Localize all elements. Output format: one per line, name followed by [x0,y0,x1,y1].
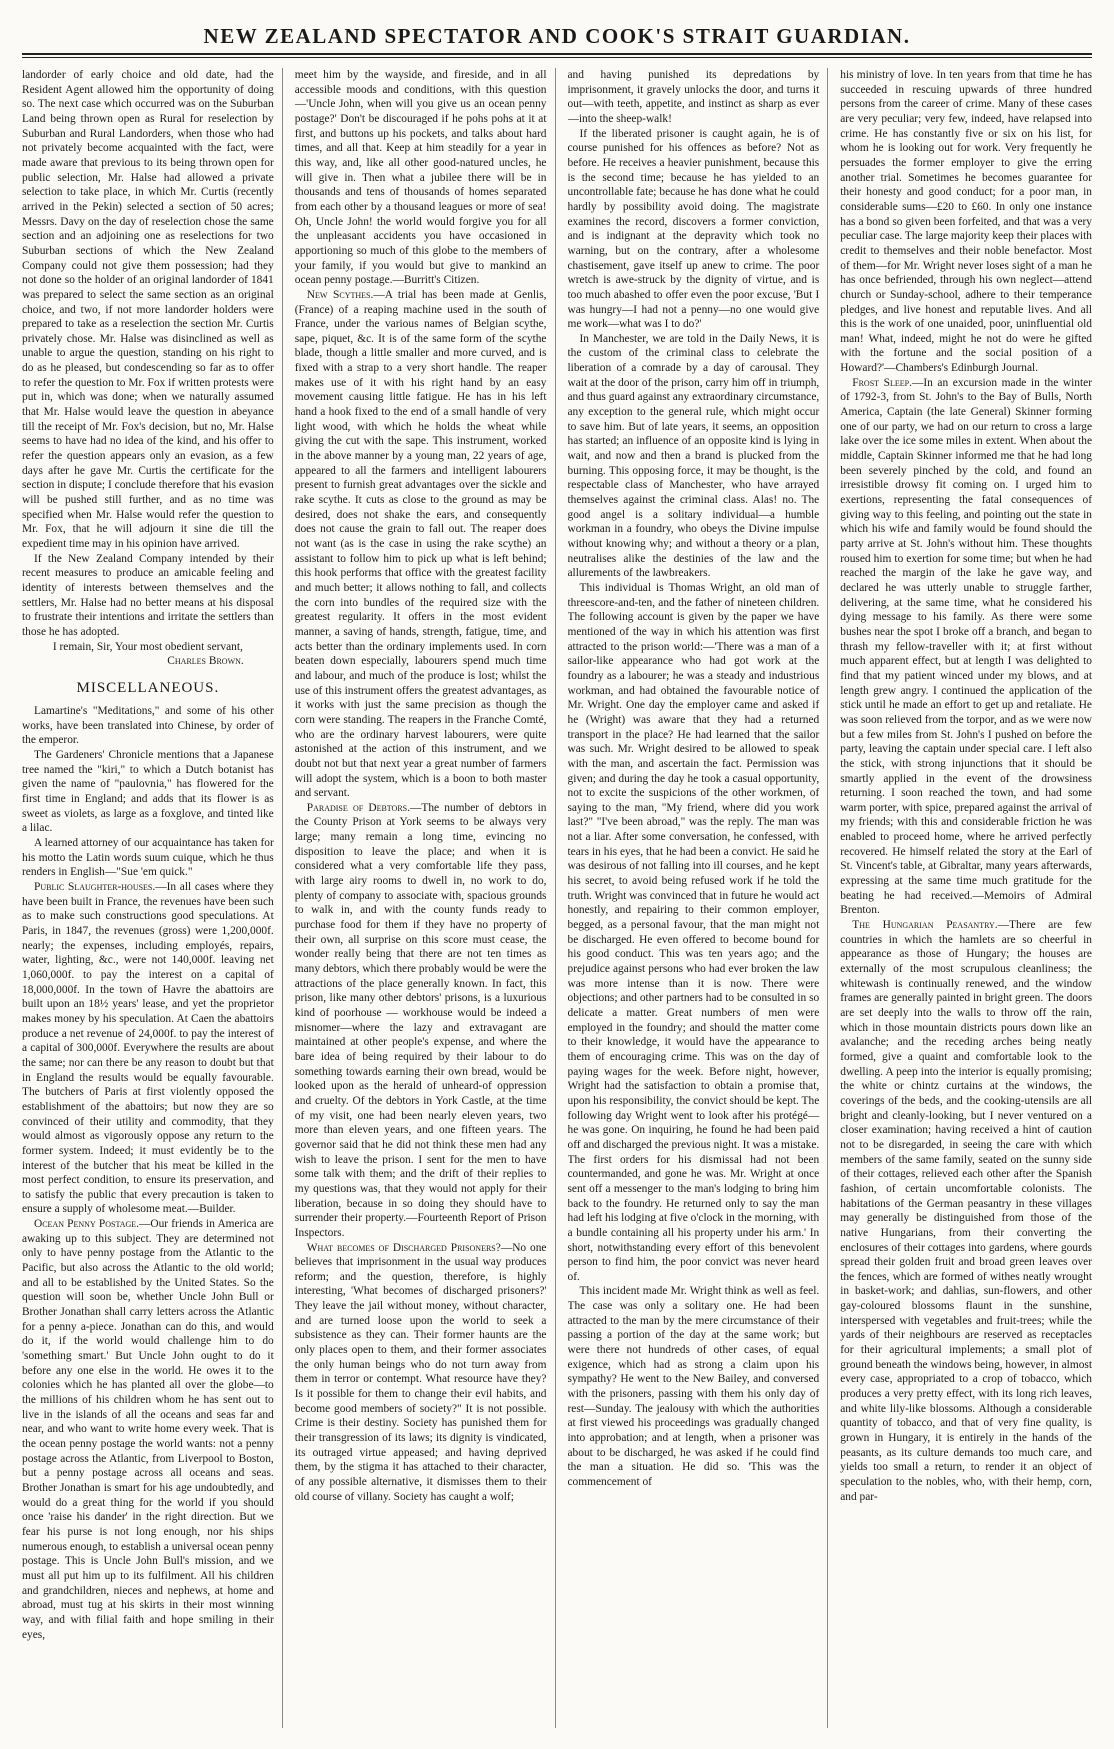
article-paragraph: and having punished its depredations by imprisonment, it gravely unlocks the door, and turns it out—with teeth, appetite, and instinct as sharp as ever—into the sheep-walk! [567,69,820,125]
article-paragraph [295,801,547,1241]
article-paragraph: A learned attorney of our acquaintance has taken for his motto the Latin words suum cuique, which he thus renders in English—"Sue 'em quick." [22,837,274,879]
column-2 [295,68,556,1728]
article-paragraph: The Gardeners' Chronicle mentions that a Japanese tree named the "kiri," to which a Dutch botanist has given the name of "paulovnia," has flowered for the first time in England; and adds that its flower is as sweet as violets, as large as a foxglove, and tinted like a lilac. [22,749,274,835]
article-body: —In an excursion made in the winter of 1792-3, from St. John's to the Bay of Bulls, North America, Captain (the late General) Skinner forming one of our party, we had on our return to cross a large lake over the ice some miles in extent. When about the middle, Captain Skinner informed me that he had long been severely pinched by the cold, and found an irresistible drowsy fit coming on. I urged him to exertions, representing the fatal consequences of giving way to this feeling, and pointing out the state in which his wife and family would be found should the party arrive at St. John's without him. These thoughts roused him to exertion for some time; but when he had reached the margin of the lake he gave way, and declared he was utterly unable to struggle farther, delivering, at the same time, what he considered his dying message to his family. As there were some bushes near the spot I broke off a branch, and began to thrash my fellow-traveller with it; at first without much apparent effect, but at length I was delighted to find that my patient winced under my blows, and at length grew angry. I continued the application of the stick until he made an effort to get up and retaliate. He was soon relieved from the torpor, and as we were now but a few miles from St. John's I pushed on before the party, leaving the captain under special care. I left also the stick, with strong injunctions that it should be smartly applied in the event of the drowsiness returning. I soon reached the town, and had some warm porter, with spice, prepared against the arrival of my friends; with this and considerable friction he was enabled to proceed home, where he arrived perfectly recovered. He himself related the story at the Earl of St. Vincent's table, at Gibraltar, many years afterwards, expressing at the same time much gratitude for the beating he had received.—Memoirs of Admiral Brenton. [840,376,1092,917]
article-paragraph: Lamartine's "Meditations," and some of his other works, have been translated into Chinese, by order of the emperor. [22,705,274,747]
letter-paragraph: landorder of early choice and old date, had the Resident Agent allowed him the opportunity of doing so. The next case which occurred was on the Suburban Land being thrown open as Rural for reselection by Suburban and Rural Landorders, when those who had not privately become acquainted with the fact, were made aware that previous to its being thrown open for public selection, Mr. Halse had allowed a private selection to take place, in which Mr. Curtis (recently arrived in the Pekin) selected a section of 50 acres; Messrs. Davy on the day of reselection chose the same section and an adjoining one as reselections for two Suburban sections of which the New Zealand Company could not give them possession; had they not done so the holder of an original landorder of 1841 was prepared to select the same section as an original choice, and two, if not more landorder holders were prepared to take as a reselection the section Mr. Curtis privately chose. Mr. Halse was disinclined as well as unable to argue the question, standing on his right to do as he pleased, but condescending so far as to offer to refer the question to Mr. Fox if written protests were put in, which was done; when we naturally assumed that Mr. Halse would leave the question in abeyance till the receipt of Mr. Fox's decision, but no, Mr. Halse seems to have had no idea of the kind, and his offer to refer the question appears only an evasion, as a few days after he gave Mr. Curtis the certificate for the section in dispute; I conclude therefore that his evasion will be pushed still further, and as no time was specified when Mr. Halse would refer the question to Mr. Fox, that he will adjourn it sine die till the expedient time may in his opinion have arrived. [22,69,274,550]
article-body: —A trial has been made at Genlis, (France) of a reaping machine used in the south of France, under the various names of Belgian scythe, sape, piquet, &c. It is of the same form of the scythe blade, though a little smaller and more curved, and is fixed with a strap to a very short handle. The reaper makes use of it with his right hand by an easy movement causing little fatigue. He has in his left hand a hook fixed to the end of a small handle of very light wood, with which he holds the wheat while giving the cut with the sape. This instrument, worked in the above manner by a young man, 22 years of age, appeared to all the farmers and intelligent labourers present to furnish great advantages over the sickle and rake scythe. It cuts as close to the ground as may be desired, does not shake the ears, and consequently does not cause the grain to fall out. The reaper does not want (as is the case in using the rake scythe) an assistant to follow him to pick up what is left behind; this hook performs that office with the greatest facility and much better; it allows nothing to fall, and collects the corn into bundles of the required size with the greatest regularity. It offers in the most evident manner, a saving of hands, strength, fatigue, time, and acts better than the ordinary implements used. In corn beaten down especially, labourers spend much time and labour, and much of the produce is lost; whilst the use of this instrument offers the greatest advantages, as it works with just the same precision as though the corn were standing. The reapers in the Franche Comté, who are the ordinary harvest labourers, were quite astonished at the action of this instrument, and we doubt not but that next year a great number of farmers will adopt the system, which is a boon to both master and servant. [294,288,547,800]
column-4 [840,68,1092,1728]
article-heading: Paradise of Debtors. [306,801,410,814]
article-paragraph [295,288,547,801]
article-paragraph: This incident made Mr. Wright think as well as feel. The case was only a solitary one. He had been attracted to the man by the mere circumstance of their passing a portion of the day at the same work; but were there not hundreds of other cases, of equal exigence, which had as strong a claim upon his sympathy? He went to the New Bailey, and conversed with the prisoners, passing with them his only day of rest—Sunday. The jealousy with which the authorities at first viewed his proceedings was gradually changed into approbation; and at length, when a prisoner was about to be discharged, he was asked if he could find the man a situation. He did so. 'This was the commencement of [567,1285,820,1488]
article-heading: Public Slaughter-houses. [34,881,156,894]
article-paragraph: If the liberated prisoner is caught again, he is of course punished for his offences as before? Not as before. He receives a heavier punishment, because this is the second time; because he has yielded to an uncontrollable fate; because he has done what he could hardly by possibility avoid doing. The magistrate examines the record, discovers a former conviction, and is indignant at the depravity which took no warning, but on the contrary, after a wholesome chastisement, gave itself up anew to crime. The poor wretch is awe-struck by the dignity of virtue, and is too much abashed to offer even the poor excuse, 'But I was hungry—I had not a penny—no one would give me work—what was I to do?' [567,127,820,331]
letter-signature: Charles Brown. [167,655,244,668]
article-paragraph: his ministry of love. In ten years from that time he has succeeded in rescuing upwards of three hundred persons from the career of crime. Many of these cases are very peculiar; very few, indeed, have relapsed into crime. He has constantly five or six on his list, for whom he is looking out for work. Very frequently he persuades the former employer to give the erring another trial. Sometimes he becomes guarantee for their honesty and good conduct; for a poor man, in considerable sums—£20 to £60. In only one instance has a bond so given been forfeited, and that was a very peculiar case. The large majority keep their places with credit to themselves and their noble benefactor. Most of them—for Mr. Wright never loses sight of a man he has once befriended, through his own neglect—attend church or Sunday-school, adhere to their temperance pledges, and live honest and reputable lives. And all this is the work of one unaided, poor, uninfluential old man! What, indeed, might he not do were he gifted with the fortune and the social position of a Howard?'—Chambers's Edinburgh Journal. [840,69,1092,375]
article-paragraph: In Manchester, we are told in the Daily News, it is the custom of the criminal class to celebrate the liberation of a comrade by a day of carousal. They wait at the door of the prison, carry him off in triumph, and thus guard against any extraordinary circumstance, any exception to the general rule, which might occur to save him. But of late years, it seems, an opposition has started; an influence of an opposite kind is lying in wait, and now and then a brand is plucked from the burning. This opposing force, it may be thought, is the respectable class of Manchester, who have arrayed themselves against the criminal class. Alas! no. The good angel is a solitary individual—a humble workman in a foundry, who obeys the Divine impulse without knowing why; and without a theory or a plan, neutralises alike the destinies of the law and the allurements of the lawbreakers. [567,332,820,580]
article-body: —There are few countries in which the hamlets are so cheerful in appearance as those of Hungary; the houses are externally of the most scrupulous cleanliness; the whitewash is continually renewed, and the window frames are generally painted in bright green. The doors are set deeply into the walls to throw off the rain, which in those mountain districts pours down like an avalanche; and the receding arches being neatly formed, give a quaint and comfortable look to the dwelling. A peep into the interior is equally promising; the white or chintz curtains at the windows, the coverings of the beds, and the cooking-utensils are all bright and cleanly-looking, but I never ventured on a closer examination; having received a hint of caution not to be disregarded, in seeing the care with which members of the same family, seated on the sunny side of their cottages, relieved each other after the Spanish fashion, of certain uncomfortable colonists. The habitations of the German peasantry in these villages may generally be distinguished from those of the native Hungarians, from their converting the enclosures of their cottages into gardens, where gourds spread their golden fruit and broad green leaves over the fences, which are formed of withes neatly wrought in basket-work; and dahlias, sun-flowers, and other gay-coloured blossoms flaunt in the sunshine, interspersed with vegetables and fruit-trees; while the yards of their neighbours are reserved as receptacles for their agricultural implements; a small plot of ground beneath the windows being, however, in almost every case, appropriated to a crop of tobacco, which produces a very pretty effect, with its long rich leaves, and white lily-like blossoms. Although a considerable quantity of tobacco, and that of very fine quality, is grown in Hungary, it is entirely in the hands of the peasants, as its culture demands too much care, and yields too small a return, to render it an object of speculation to the nobles, who, with their hemp, corn, and par- [840,919,1092,1503]
masthead-rule [22,53,1092,58]
article-heading: What becomes of Discharged Prisoners? [306,1241,501,1254]
article-heading: New Scythes. [306,288,374,301]
letter-paragraph: If the New Zealand Company intended by their recent measures to produce an amicable feeling and identity of interests between themselves and the settlers, Mr. Halse had no better means at his disposal to frustrate their intentions and irritate the settlers than those he has adopted. [22,552,274,638]
columns [22,68,1092,1728]
article-body: —The number of debtors in the County Prison at York seems to be always very large; many remain a long time, evincing no disposition to leave the place; and when it is considered what a very comfortable life they pass, with large airy rooms to dwell in, no work to do, plenty of company to associate with, spacious grounds to walk in, and with the county funds ready to purchase food for them if they have no property of their own, all surprise on this score must cease, the wonder really being that there are not ten times as many debtors, which there probably would be were the attractions of the place generally known. In fact, this prison, like many other debtors' prisons, is a luxurious kind of poorhouse — workhouse would be indeed a misnomer—where the lazy and extravagant are maintained at other people's expense, and where the bare idea of being required by their labour to do something towards earning their own bread, would be looked upon as the herald of unheard-of oppression and cruelty. Of the debtors in York Castle, at the time of my visit, one had been nearly eleven years, two more than eleven years, and one fifteen years. The governor said that he did not think these men had any wish to leave the prison. I sent for the men to have some talk with them; and the drift of their replies to my questions was, that they would not apply for their liberation, because in so doing they should have to surrender their property.—Fourteenth Report of Prison Inspectors. [294,801,547,1239]
article-paragraph [840,376,1092,918]
article-paragraph [22,1217,274,1642]
article-heading: Frost Sleep. [852,376,912,389]
article-paragraph: meet him by the wayside, and fireside, and in all accessible moods and conditions, with this question—'Uncle John, when will you give us an ocean penny postage?' Don't be discouraged if he pohs pohs at it at first, and buttons up his pockets, and talks about hard times, and all that. Keep at him steadily for a year in this way, and, like all other good-natured uncles, he will give in. Then what a jubilee there will be in thousands and tens of thousands of homes separated from each other by a thousand leagues or more of sea! Oh, Uncle John! the world would forgive you for all the unpleasant accidents you have occasioned in apportioning so much of this globe to the members of your family, if you would but give to mankind an ocean penny postage.—Burritt's Citizen. [294,69,547,287]
column-3 [568,68,829,1728]
column-1 [22,68,283,1728]
article-paragraph: This individual is Thomas Wright, an old man of threescore-and-ten, and the father of nineteen children. The following account is given by the paper we have mentioned of the way in which his attention was first attracted to the prison world:—'There was a man of a sailor-like appearance who had got work at the foundry as a labourer; he was a steady and industrious workman, and had obtained the favourable notice of Mr. Wright. One day the employer came and asked if he (Wright) was aware that they had a returned transport in the place? He had learned that the sailor was such. Mr. Wright desired to be allowed to speak with the man, and ascertain the fact. Permission was given; and during the day he took a casual opportunity, not to excite the suspicions of the other workmen, of saying to the man, "My friend, where did you work last?" "I've been abroad," was the reply. The man was not a liar. After some conversation, he confessed, with tears in his eyes, that he had been a convict. He said he was desirous of not falling into ill courses, and he kept his secret, to avoid being refused work if he told the truth. Wright was convinced that in future he would act honestly, and repairing to their common employer, begged, as a personal favour, that the man might not be discharged. He even offered to become bound for his good conduct. This was ten years ago; and the prejudice against persons who had ever broken the law was more intense than it is now. There were objections; and other partners had to be consulted in so delicate a matter. Great numbers of men were employed in the foundry; and should the matter come to their knowledge, it would have the appearance to them of encouraging crime. This was on the day of paying wages for the week. Before night, however, Wright had the satisfaction to obtain a promise that, upon his responsibility, the convict should be kept. The following day Wright went to look after his protégé—he was gone. On inquiring, he found he had been paid off and discharged the previous night. It was a mistake. The first orders for his dismissal had not been countermanded, and gone he was. Mr. Wright at once sent off a messenger to the man's lodging to bring him back to the foundry. He returned only to say the man had left his lodging at five o'clock in the morning, with a bundle containing all his property under his arm.' In short, notwithstanding every effort of this benevolent person to find him, the poor convict was never heard of. [567,581,820,1283]
masthead: NEW ZEALAND SPECTATOR AND COOK'S STRAIT GUARDIAN. [203,24,911,48]
article-paragraph [840,918,1092,1504]
article-heading: The Hungarian Peasantry. [852,919,998,932]
article-paragraph [22,880,274,1217]
article-body: —In all cases where they have been built in France, the revenues have been such as to make such constructions good speculations. At Paris, in 1847, the revenues (gross) were 1,200,000f. nearly; the expenses, including employés, repairs, water, lighting, &c., were not 140,000f. leaving net 1,060,000f. to pay the interest on a capital of 18,000,000f. In the town of Havre the abattoirs are built upon an 18½ years' lease, and yet the proprietor makes money by his speculation. At Caen the abattoirs produce a net revenue of 24,000f. to pay the interest of a capital of 300,000f. Everywhere the results are about the same; nor can there be any reason to doubt but that in England the results would be equally favourable. The butchers of Paris at first violently opposed the establishment of the abattoirs; but now they are so convinced of their utility and commodity, that they would almost as vigorously oppose any return to the former system. Indeed; it must evidently be to the interest of the butcher that his meat be killed in the most perfect condition, to ensure its preservation, and to satisfy the public that every precaution is taken to ensure a supply of wholesome meat.—Builder. [22,881,274,1216]
article-heading: Ocean Penny Postage. [34,1218,139,1231]
article-body: —No one believes that imprisonment in the usual way produces reform; and the question, therefore, is highly interesting, 'What becomes of discharged prisoners?' They leave the jail without money, without character, and are turned loose upon the world to seek a subsistence as they can. Their former haunts are the only places open to them, and their former associates the only human beings who do not turn away from them in terror or contempt. What resource have they? Is it possible for them to change their evil habits, and become good members of society?" It is not possible. Crime is their destiny. Society has punished them for their transgression of its laws; its dignity is vindicated, its outraged virtue appeased; and having deprived them, by the stigma it has attached to their character, of any possible alternative, it dismisses them to their old course of villany. Society has caught a wolf; [294,1241,547,1503]
letter-closing: I remain, Sir, Your most obedient servant, [52,640,243,653]
section-title: MISCELLANEOUS. [76,679,220,696]
article-paragraph [295,1241,547,1505]
article-body: —Our friends in America are awaking up to this subject. They are determined not only to have penny postage from the Atlantic to the Pacific, but also across the Atlantic to the old world; and all to be established by the United States. So the question will soon be, whether Uncle John Bull or Brother Jonathan shall carry letters across the Atlantic for a penny a-piece. Jonathan can do this, and would do it, if the world would challenge him to do 'something smart.' But Uncle John ought to do it before any one else in the world. He owes it to the colonies which he has planted all over the globe—to the millions of his children whom he has sent out to live in the islands of all the oceans and seas far and near, and who want to write home every week. That is the ocean penny postage the world wants: not a penny postage across the Atlantic, from Liverpool to Boston, but a penny postage across all oceans and seas. Brother Jonathan is smart for his age undoubtedly, and would do a great thing for the world if you should once 'raise his dander' in the right direction. But we fear his purse is not long enough, nor his ships numerous enough, to establish a universal ocean penny postage. This is Uncle John Bull's mission, and we must all put him up to its fulfilment. All his children and grandchildren, nieces and nephews, at home and abroad, must tug at his skirts in their most winning way, and with filial faith and hope smiling in their eyes, [22,1218,274,1641]
